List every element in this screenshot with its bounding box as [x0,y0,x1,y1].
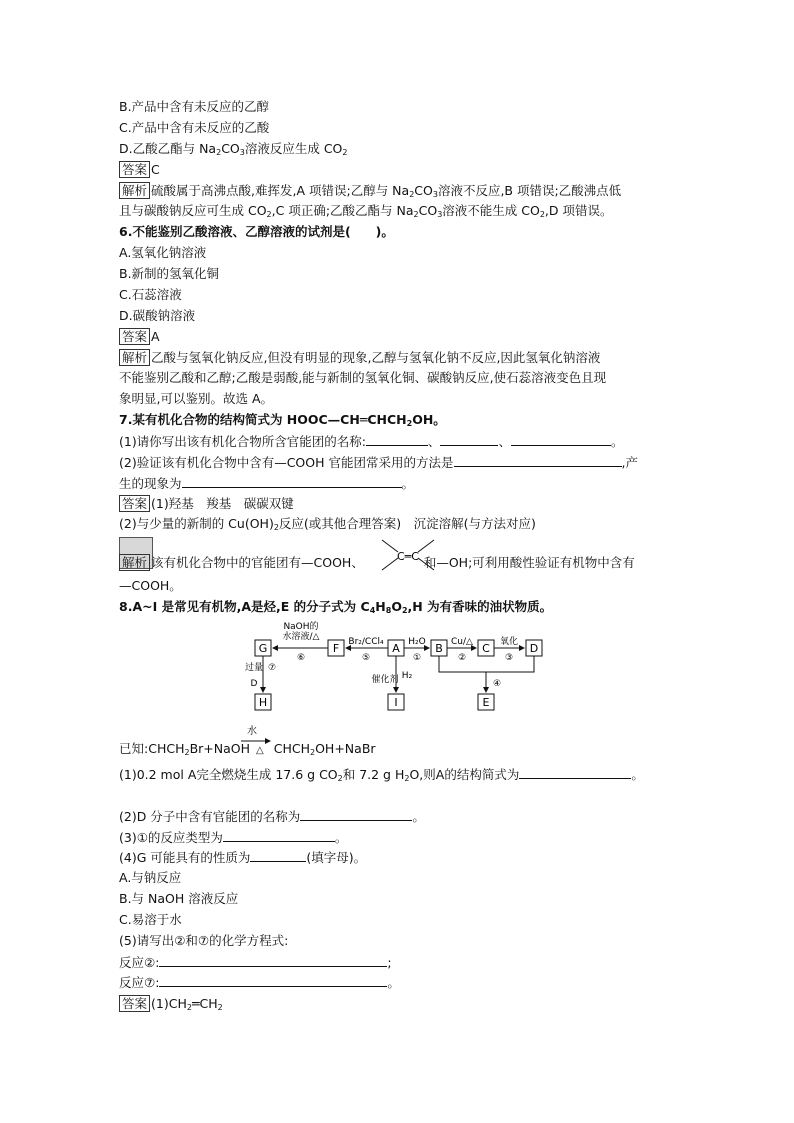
node-a: A [392,642,400,655]
q8-part2: (2)D 分子中含有官能团的名称为 。 [119,809,425,824]
svg-text:②: ② [457,653,467,663]
q6-analysis-line3: 象明显,可以鉴别。故选 A。 [119,391,273,406]
answer-blank[interactable] [519,766,631,779]
q8-known: 已知$:CHCH_2Br+NaOH$ △ $CHCH_2OH+NaBr$ [119,741,376,757]
q7-answer2: (2)与少量的新制的 $Cu(OH)_2$反应(或其他合理答案) 沉淀溶解(与方法对应) [119,516,536,532]
q7-analysis-line2: —COOH。 [119,578,182,593]
svg-text:催化剂: 催化剂 [371,675,399,685]
node-h: H [258,696,268,709]
node-b: B [435,642,443,655]
q5-option-d: D.乙酸乙酯与 $Na_2CO_3$溶液反应生成 $CO_2$ [119,141,348,157]
q7-analysis-line1: 解析 该有机化合物中的官能团有—COOH、 和—OH;可利用酸性验证有机物中含有 [119,554,635,571]
answer-blank[interactable] [159,974,387,987]
q6-option-b: B.新制的氢氧化铜 [119,266,220,281]
answer-tag: 答案 [119,995,150,1012]
answer-blank[interactable] [300,808,412,821]
node-i: I [394,696,398,709]
svg-text:H₂O: H₂O [408,637,426,647]
q8-part4: (4)G 可能具有的性质为 (填字母)。 [119,850,367,865]
svg-text:Br₂/CCl₄: Br₂/CCl₄ [348,637,384,647]
node-f: F [332,642,340,655]
answer-tag: 答案 [119,328,150,345]
q8-part5: (5)请写出②和⑦的化学方程式: [119,933,289,948]
svg-text:氧化: 氧化 [499,637,519,647]
q8-part3: (3)①的反应类型为 。 [119,830,348,845]
q7-part2b: 生的现象为 。 [119,476,415,491]
answer-blank[interactable] [440,433,498,446]
known-condition-top: 水 [247,726,257,737]
q7-part2: (2)验证该有机化合物中含有—COOH 官能团常采用的方法是 ,产 [119,455,638,470]
q6-stem: 6.不能鉴别乙酸溶液、乙醇溶液的试剂是( )。 [119,224,394,239]
analysis-tag: 解析 [119,554,150,571]
q5-option-c: C.产品中含有未反应的乙酸 [119,120,270,135]
q8-option-b: B.与 NaOH 溶液反应 [119,891,239,906]
svg-text:⑤: ⑤ [361,653,371,663]
q5-answer: 答案 C [119,161,160,178]
node-e: E [482,696,490,709]
q8-reaction7: 反应⑦: 。 [119,975,400,990]
q7-answer1: 答案 (1)羟基 羧基 碳碳双键 [119,495,294,512]
analysis-tag: 解析 [119,182,150,199]
q8-option-c: C.易溶于水 [119,912,182,927]
answer-blank[interactable] [511,433,611,446]
node-d: D [529,642,539,655]
answer-blank[interactable] [454,454,622,467]
answer-blank[interactable] [159,954,387,967]
answer-blank[interactable] [182,475,402,488]
reaction-flow-diagram [245,620,555,715]
answer-blank[interactable] [250,849,306,862]
q6-option-d: D.碳酸钠溶液 [119,308,196,323]
svg-text:①: ① [412,653,422,663]
q8-answer: 答案 $(1)CH_2═CH_2$ [119,995,223,1012]
svg-text:D: D [250,679,258,689]
node-g: G [258,642,268,655]
svg-text:③: ③ [504,653,514,663]
answer-blank[interactable] [223,829,335,842]
node-c: C [482,642,490,655]
q6-analysis-line1: 解析 乙酸与氢氧化钠反应,但没有明显的现象,乙醇与氢氧化钠不反应,因此氢氧化钠溶液 [119,349,600,366]
svg-text:⑦: ⑦ [267,663,277,673]
answer-tag: 答案 [119,495,150,512]
q8-stem: 8.A~I 是常见有机物,A是烃,E 的分子式为 $C_4H_8O_2,H$ 为有香味的油状物质。 [119,599,553,615]
q5-analysis-line1: 解析 硫酸属于高沸点酸,难挥发,A 项错误;乙醇与 $Na_2CO_3$溶液不反应,B 项错误;乙酸沸点低 [119,182,621,199]
q8-reaction2: 反应②: ; [119,955,392,970]
svg-text:NaOH的: NaOH的 [283,622,319,632]
svg-text:④: ④ [492,679,502,689]
q7-stem: 7.某有机化合物的结构简式为 $HOOC—CH═CHCH_2OH$。 [119,412,446,428]
svg-text:水溶液/△: 水溶液/△ [282,632,320,642]
q8-part1: (1)0.2 mol A完全燃烧生成 17.6 g $CO_2$和 7.2 g $H_2O$,则A的结构简式为 。 [119,767,644,783]
carbon-carbon-double-bond-structure [378,538,438,574]
q7-part1: (1)请你写出该有机化合物所含官能团的名称: 、 、 。 [119,434,624,449]
cc-label: C═C [397,550,419,563]
svg-text:过量: 过量 [245,663,264,673]
answer-tag: 答案 [119,161,150,178]
svg-text:Cu/△: Cu/△ [451,637,473,647]
answer-blank[interactable] [366,433,428,446]
analysis-tag: 解析 [119,349,150,366]
q5-option-b: B.产品中含有未反应的乙醇 [119,99,270,114]
svg-text:⑥: ⑥ [296,653,306,663]
q8-option-a: A.与钠反应 [119,870,182,885]
svg-text:H₂: H₂ [401,671,413,681]
q6-option-c: C.石蕊溶液 [119,287,182,302]
q6-analysis-line2: 不能鉴别乙酸和乙醇;乙酸是弱酸,能与新制的氢氧化铜、碳酸钠反应,使石蕊溶液变色且现 [119,370,607,385]
q5-analysis-line2: 且与碳酸钠反应可生成 $CO_2,C$ 项正确;乙酸乙酯与 $Na_2CO_3$溶液不能生成 $CO_2,D$ 项错误。 [119,203,613,219]
q6-option-a: A.氢氧化钠溶液 [119,245,207,260]
q6-answer: 答案 A [119,328,160,345]
